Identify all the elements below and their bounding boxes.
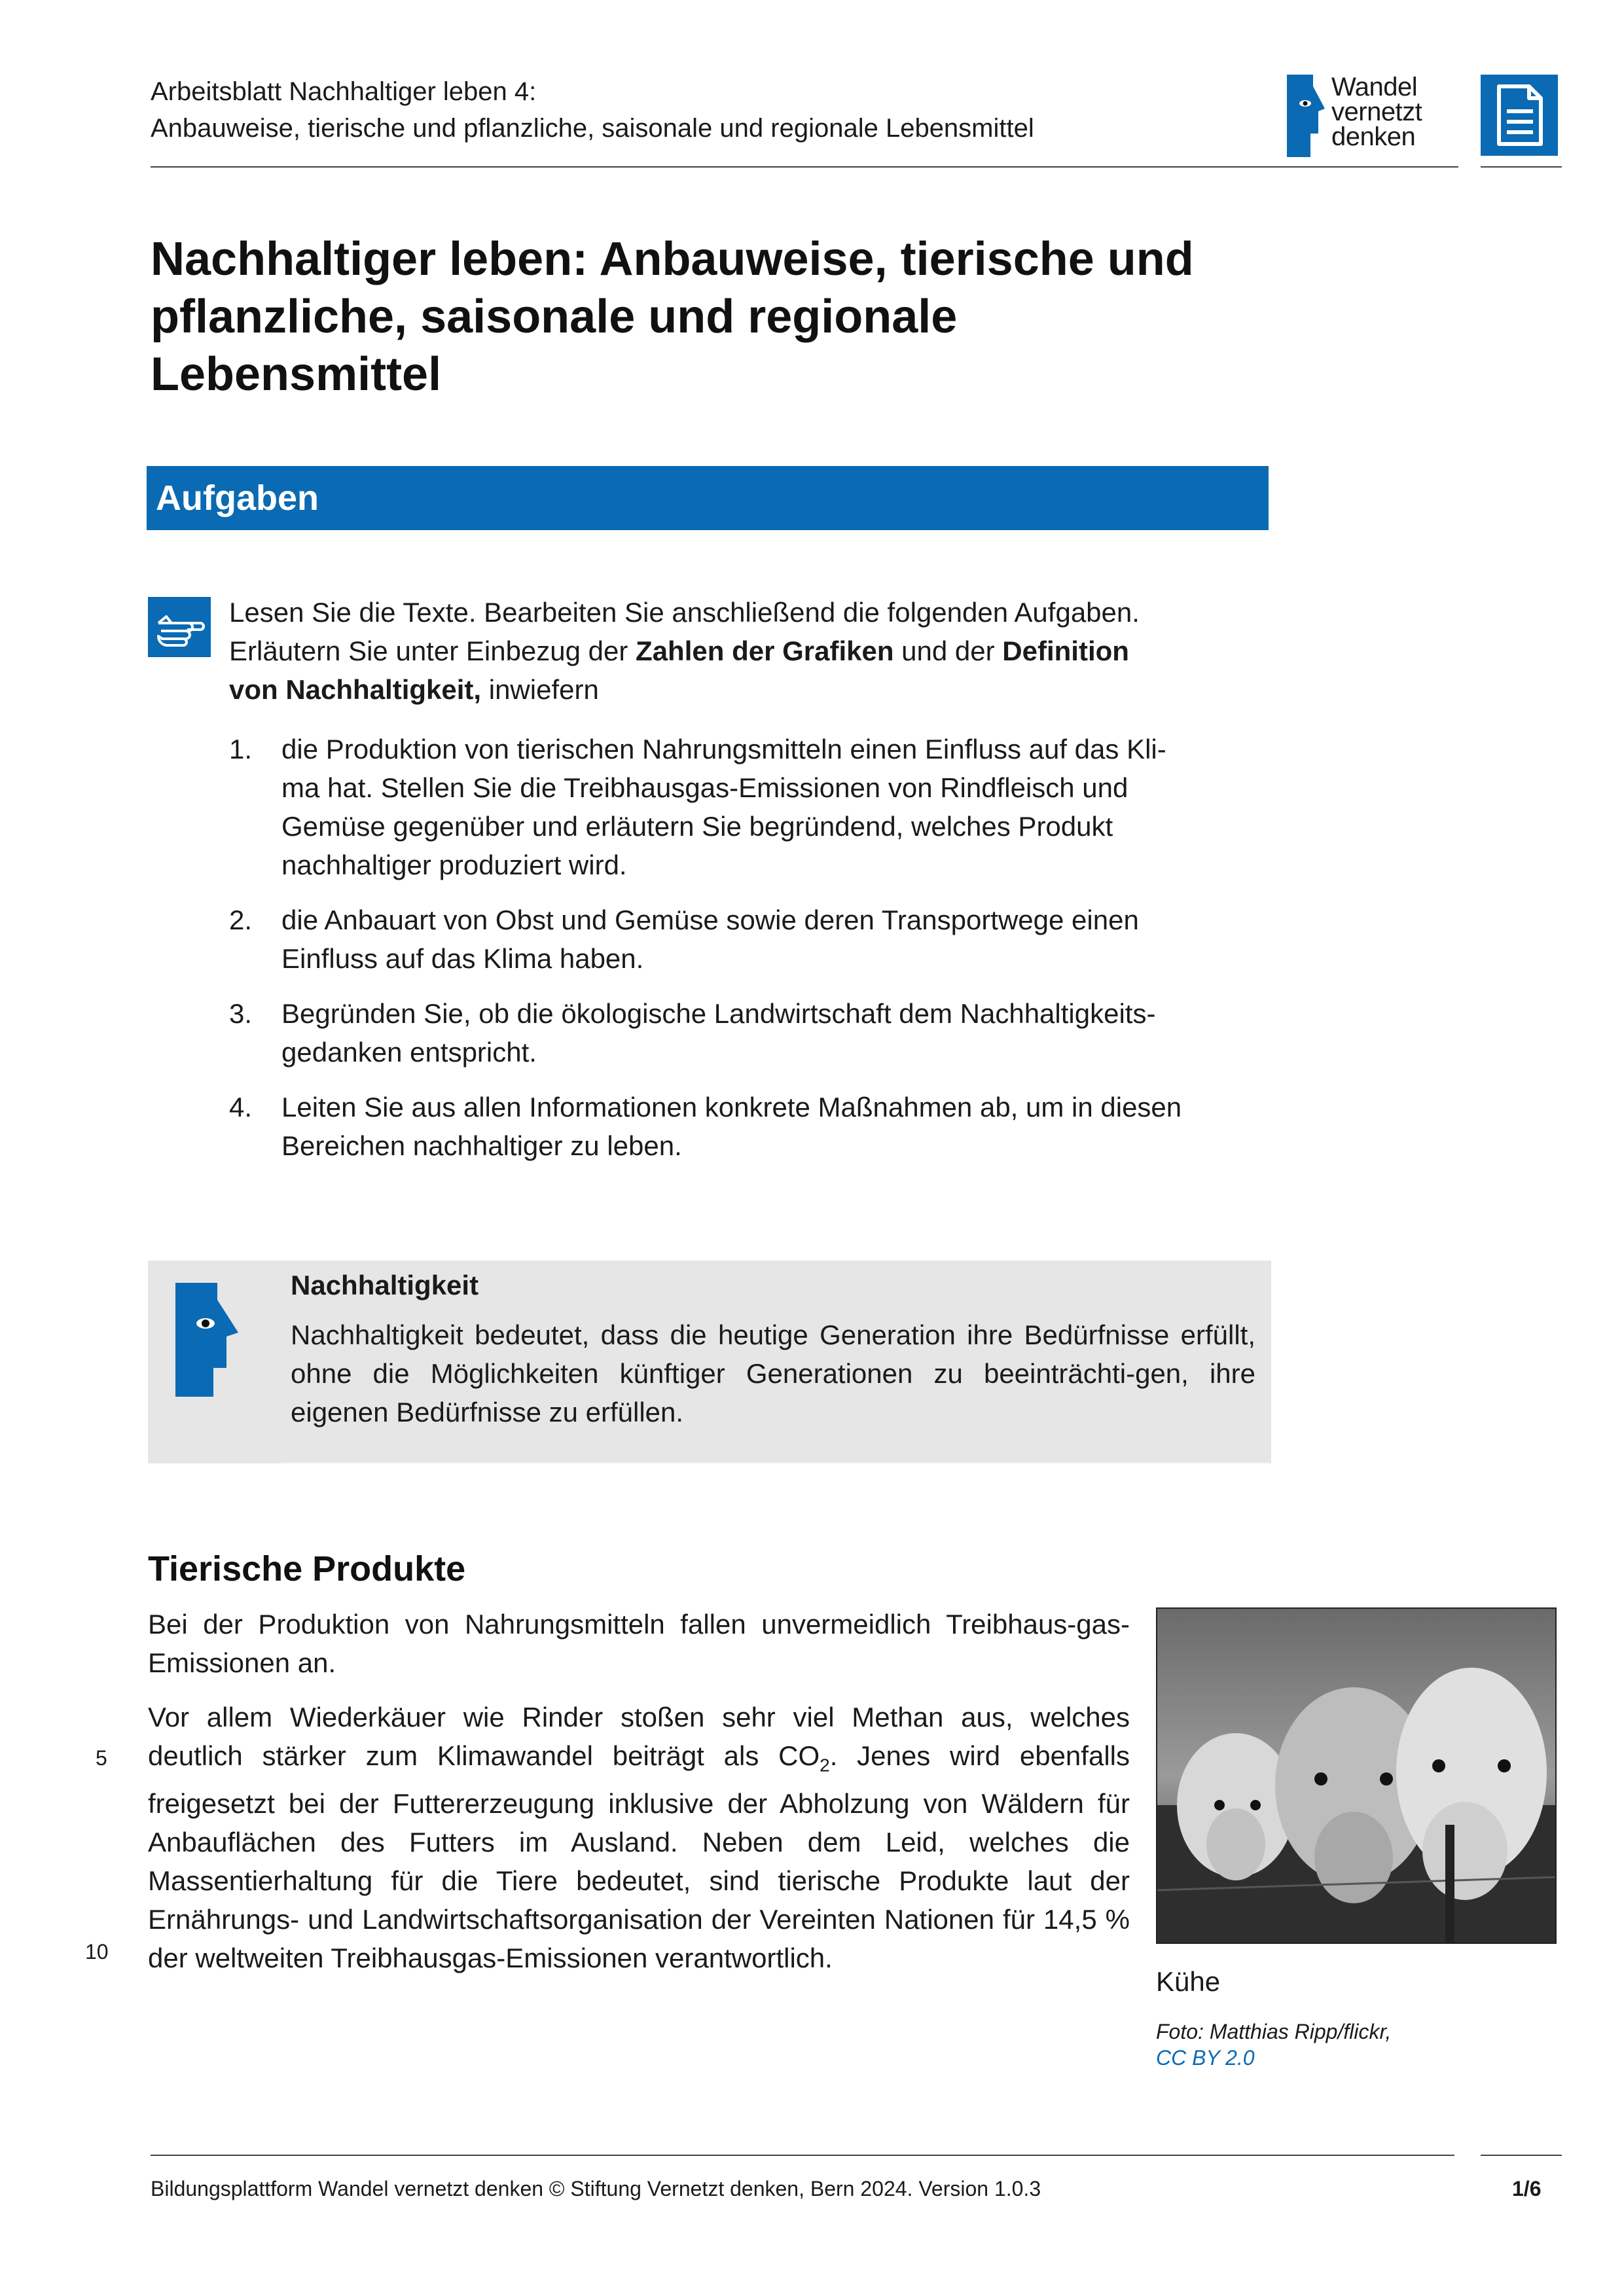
intro-bold-grafiken: Zahlen der Grafiken — [636, 636, 894, 666]
header-divider — [151, 166, 1458, 168]
profile-eye-icon — [1287, 75, 1327, 157]
license-link[interactable]: CC BY 2.0 — [1156, 2046, 1255, 2070]
definition-text: Nachhaltigkeit bedeutet, dass die heutige Generation ihre Bedürfnisse erfüllt, ohne die Möglichkeiten künftiger Generationen zu beeinträchti-gen, ihre eigenen Bedürfnisse zu erfüllen. — [291, 1319, 1255, 1427]
line-number-5: 5 — [96, 1746, 107, 1770]
cows-photo — [1156, 1607, 1557, 1944]
intro-bold-nachhaltigkeit: von Nachhaltigkeit, — [229, 674, 482, 705]
definition-divider — [281, 1462, 1270, 1463]
header-subtitle — [151, 73, 1034, 147]
section-heading-tierische-produkte: Tierische Produkte — [148, 1549, 466, 1588]
co2-subscript: 2 — [820, 1755, 830, 1776]
page-number: 1/6 — [1512, 2177, 1542, 2200]
paragraph-intro: Bei der Produktion von Nahrungsmitteln fallen unvermeidlich Treibhaus-gas-Emissionen an. — [148, 1609, 1130, 1678]
logo — [1287, 75, 1464, 157]
task-line: nachhaltiger produziert wird. — [281, 850, 627, 880]
task-item-3 — [229, 994, 1270, 1071]
task-list — [229, 730, 1276, 1181]
footer-text: Bildungsplattform Wandel vernetzt denken © Stiftung Vernetzt denken, Bern 2024. Version 1.0.3 — [151, 2177, 1041, 2200]
footer-divider — [151, 2155, 1454, 2156]
task-line: Einfluss auf das Klima haben. — [281, 943, 644, 974]
task-line: die Anbauart von Obst und Gemüse sowie deren Transportwege einen — [281, 905, 1139, 935]
task-line: ma hat. Stellen Sie die Treibhausgas-Emissionen von Rindfleisch und — [281, 772, 1128, 803]
header-line-1: Arbeitsblatt Nachhaltiger leben 4: — [151, 77, 537, 106]
logo-word-3: denken — [1331, 122, 1416, 151]
task-number: 3. — [229, 998, 253, 1029]
page-title — [151, 230, 1329, 403]
logo-word-1: Wandel — [1331, 73, 1418, 101]
document-icon — [1481, 75, 1558, 156]
task-line: gedanken entspricht. — [281, 1037, 537, 1067]
intro-text-c: und der — [893, 636, 1003, 666]
photo-credit — [1156, 2018, 1391, 2071]
logo-text — [1331, 75, 1422, 149]
task-line: Gemüse gegenüber und erläutern Sie begründend, welches Produkt — [281, 811, 1113, 842]
task-line: die Produktion von tierischen Nahrungsmitteln einen Einfluss auf das Kli- — [281, 734, 1166, 764]
logo-word-2: vernetzt — [1331, 98, 1422, 126]
task-number: 1. — [229, 734, 253, 764]
intro-text-inwiefern: inwiefern — [481, 674, 599, 705]
section-header-aufgaben — [147, 466, 1269, 530]
profile-eye-icon — [175, 1283, 241, 1397]
task-line: Leiten Sie aus allen Informationen konkrete Maßnahmen ab, um in diesen — [281, 1092, 1182, 1122]
task-item-4 — [229, 1088, 1270, 1165]
paragraph-methan — [148, 1698, 1130, 1977]
intro-bold-definition: Definition — [1002, 636, 1129, 666]
task-number: 4. — [229, 1092, 253, 1122]
photo-caption: Kühe — [1156, 1966, 1221, 1997]
title-line-1: Nachhaltiger leben: Anbauweise, tierische und — [151, 233, 1194, 285]
title-line-2: pflanzliche, saisonale und regionale — [151, 291, 958, 343]
paragraph-methan-a: Vor allem Wiederkäuer wie Rinder stoßen sehr viel Methan aus, welches deutlich stärker zum Klimawandel beiträgt als CO — [148, 1702, 1130, 1771]
intro-text — [229, 593, 1276, 709]
photo-credit-text: Foto: Matthias Ripp/flickr, — [1156, 2020, 1392, 2043]
intro-line-1: Lesen Sie die Texte. Bearbeiten Sie anschließend die folgenden Aufgaben. — [229, 597, 1140, 628]
task-number: 2. — [229, 905, 253, 935]
header-line-2: Anbauweise, tierische und pflanzliche, saisonale und regionale Lebensmittel — [151, 114, 1034, 143]
intro-text-a: Erläutern Sie unter Einbezug der — [229, 636, 636, 666]
footer-divider-right — [1481, 2155, 1562, 2156]
task-line: Bereichen nachhaltiger zu leben. — [281, 1130, 682, 1161]
task-item-1 — [229, 730, 1270, 884]
intro-line-3 — [229, 670, 1276, 709]
line-number-10: 10 — [85, 1940, 109, 1964]
intro-line-2 — [229, 632, 1276, 670]
task-line: Begründen Sie, ob die ökologische Landwirtschaft dem Nachhaltigkeits- — [281, 998, 1156, 1029]
title-line-3: Lebensmittel — [151, 348, 442, 401]
definition-title: Nachhaltigkeit — [291, 1270, 479, 1300]
task-item-2 — [229, 901, 1270, 978]
pointing-hand-icon — [148, 597, 211, 657]
section-label: Aufgaben — [156, 478, 319, 518]
header-divider-right — [1481, 166, 1562, 168]
paragraph-methan-b: . Jenes wird ebenfalls freigesetzt bei der Futtererzeugung inklusive der Abholzung von Wäldern für Anbauflächen des Futters im Ausland. Neben dem Leid, welches die Massentierhaltung für die Tiere bedeutet, sind tierische Produkte laut der Ernährungs- und Landwirtschaftsorganisation der Vereinten Nationen für 14,5 % der weltweiten Treibhausgas-Emissionen verantwortlich. — [148, 1740, 1130, 1974]
